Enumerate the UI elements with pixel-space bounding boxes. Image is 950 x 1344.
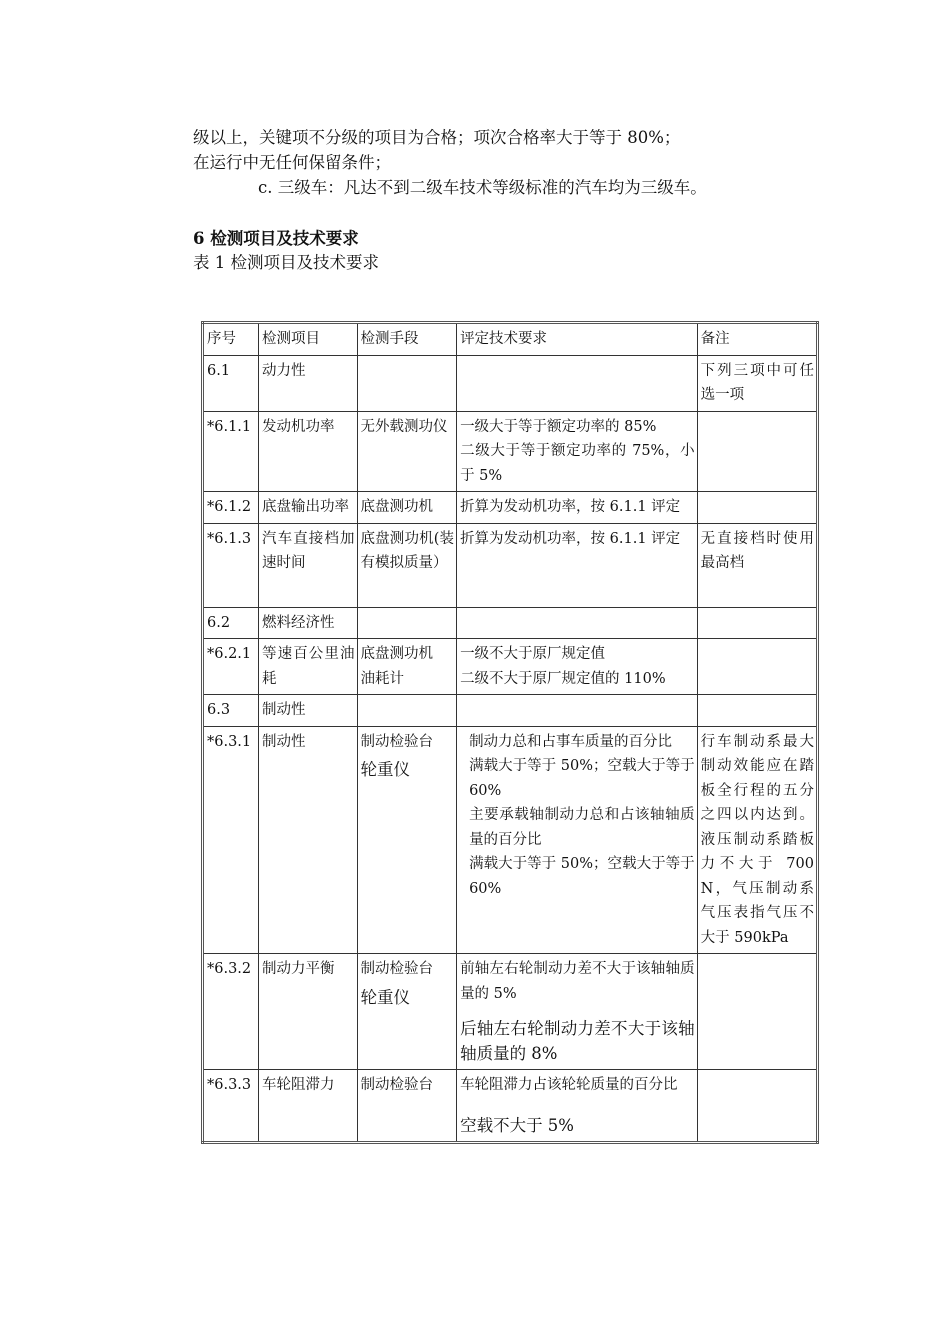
table-row: [203, 695, 818, 727]
row-requirement: [457, 954, 698, 1070]
row-method: [357, 695, 457, 727]
row-method: 无外载测功仪: [357, 411, 457, 492]
row-requirement: [457, 411, 698, 492]
row-note: 下列三项中可任选一项: [697, 355, 817, 411]
row-method: [357, 726, 457, 954]
row-item: 车轮阻滞力: [259, 1070, 358, 1143]
requirement-line: 二级大于等于额定功率的 75%，小于 5%: [460, 443, 695, 484]
intro-line-1: 级以上，关键项不分级的项目为合格；项次合格率大于等于 80%；: [193, 128, 681, 147]
row-requirement: [457, 695, 698, 727]
method-line: 制动检验台: [360, 961, 434, 977]
table-row: [203, 492, 818, 524]
row-no: *6.2.1: [203, 639, 259, 695]
row-item: 制动性: [259, 726, 358, 954]
method-line: 油耗计: [360, 670, 405, 687]
row-method: [357, 639, 457, 695]
requirement-line: 满载大于等于 50%；空载大于等于 60%: [469, 758, 695, 799]
intro-line-3: c. 三级车：凡达不到二级车技术等级标准的汽车均为三级车。: [258, 178, 707, 197]
table-row: [203, 954, 818, 1070]
row-note: [697, 411, 817, 492]
row-no: *6.1.3: [203, 523, 259, 607]
row-note: [697, 639, 817, 695]
row-no: *6.3.1: [203, 726, 259, 954]
requirement-line: 一级不大于原厂规定值: [460, 646, 606, 662]
requirement-line: 满载大于等于 50%；空载大于等于 60%: [469, 856, 695, 897]
row-requirement: 折算为发动机功率，按 6.1.1 评定: [457, 492, 698, 524]
row-requirement: [457, 355, 698, 411]
row-note: 行车制动系最大制动效能应在踏板全行程的五分之四以内达到。液压制动系踏板力不大于 700N，气压制动系气压表指气压不大于 590kPa: [697, 726, 817, 954]
intro-line-2: 在运行中无任何保留条件；: [193, 153, 391, 172]
table-row: [203, 726, 818, 954]
requirement-line: 主要承载轴制动力总和占该轴轴质量的百分比: [469, 807, 695, 848]
row-requirement: [457, 726, 698, 954]
table-row: [203, 639, 818, 695]
row-method: 底盘测功机: [357, 492, 457, 524]
table-row: [203, 1070, 818, 1143]
row-item: 制动力平衡: [259, 954, 358, 1070]
requirement-line: 车轮阻滞力占该轮轮质量的百分比: [460, 1077, 678, 1093]
row-item: 等速百公里油耗: [259, 639, 358, 695]
table-row: [203, 523, 818, 607]
row-note: [697, 492, 817, 524]
table-row: [203, 607, 818, 639]
header-no: 序号: [203, 323, 259, 356]
row-no: *6.3.3: [203, 1070, 259, 1143]
method-line: 制动检验台: [360, 733, 434, 750]
row-note: 无直接档时使用最高档: [697, 523, 817, 607]
row-requirement: [457, 639, 698, 695]
row-note: [697, 607, 817, 639]
row-note: [697, 695, 817, 727]
row-no: *6.3.2: [203, 954, 259, 1070]
method-line: 轮重仪: [360, 760, 411, 779]
row-note: [697, 954, 817, 1070]
row-requirement: [457, 607, 698, 639]
header-note: 备注: [697, 323, 817, 356]
row-note: [697, 1070, 817, 1143]
row-item: 发动机功率: [259, 411, 358, 492]
row-no: *6.1.2: [203, 492, 259, 524]
row-method: [357, 355, 457, 411]
header-method: 检测手段: [357, 323, 457, 356]
row-no: 6.2: [203, 607, 259, 639]
row-requirement: 折算为发动机功率，按 6.1.1 评定: [457, 523, 698, 607]
header-requirement: 评定技术要求: [457, 323, 698, 356]
row-no: 6.1: [203, 355, 259, 411]
row-no: *6.1.1: [203, 411, 259, 492]
requirement-line: 制动力总和占事车质量的百分比: [469, 733, 673, 750]
table-header-row: [203, 323, 818, 356]
row-method: [357, 954, 457, 1070]
row-method: [357, 607, 457, 639]
table-row: [203, 355, 818, 411]
requirement-line: 后轴左右轮制动力差不大于该轴轴质量的 8%: [460, 1019, 695, 1063]
requirement-line: 前轴左右轮制动力差不大于该轴轴质量的 5%: [460, 961, 695, 1002]
row-requirement: [457, 1070, 698, 1143]
row-item: 制动性: [259, 695, 358, 727]
row-method: 制动检验台: [357, 1070, 457, 1143]
row-item: 燃料经济性: [259, 607, 358, 639]
requirement-line: 空载不大于 5%: [460, 1115, 574, 1135]
header-item: 检测项目: [259, 323, 358, 356]
requirement-line: 二级不大于原厂规定值的 110%: [460, 670, 666, 687]
row-no: 6.3: [203, 695, 259, 727]
row-item: 动力性: [259, 355, 358, 411]
section-heading: 6 检测项目及技术要求: [193, 229, 359, 248]
table-row: [203, 411, 818, 492]
spec-table: [201, 321, 819, 1144]
row-item: 汽车直接档加速时间: [259, 523, 358, 607]
row-item: 底盘输出功率: [259, 492, 358, 524]
method-line: 底盘测功机: [360, 646, 434, 662]
method-line: 轮重仪: [360, 987, 411, 1007]
table-caption: 表 1 检测项目及技术要求: [193, 253, 379, 272]
row-method: 底盘测功机(装有模拟质量）: [357, 523, 457, 607]
requirement-line: 一级大于等于额定功率的 85%: [460, 418, 657, 435]
